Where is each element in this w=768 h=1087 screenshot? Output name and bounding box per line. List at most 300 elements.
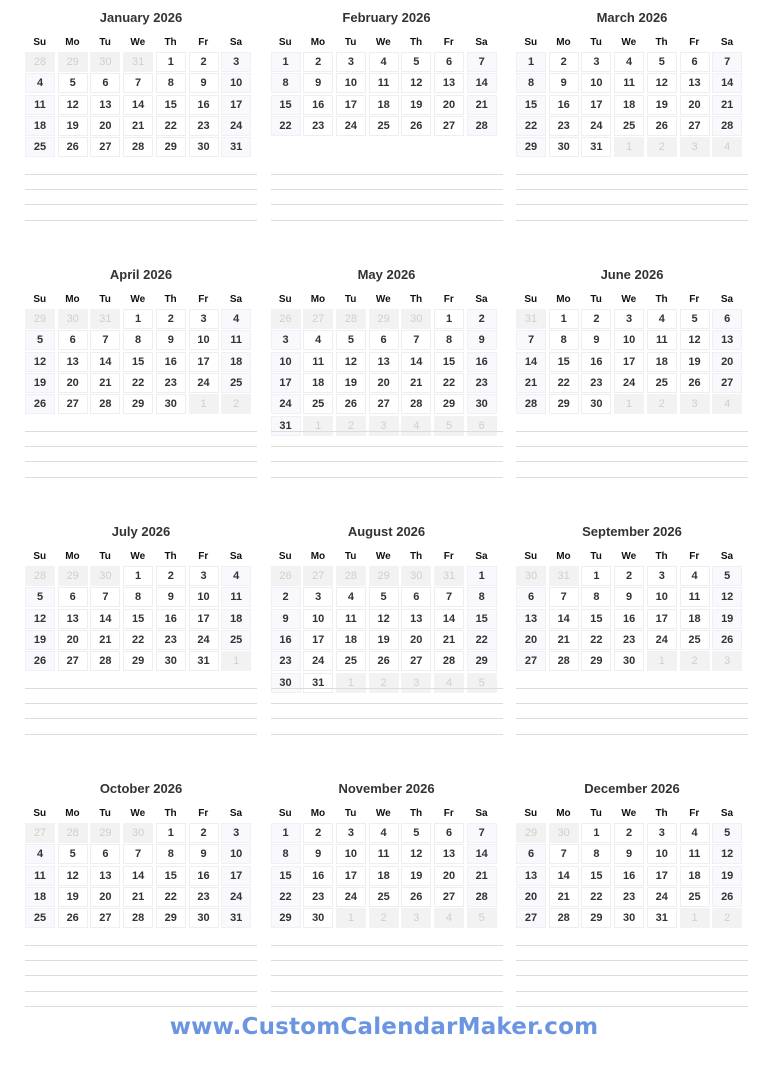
- day-cell[interactable]: 6: [58, 587, 88, 607]
- day-cell[interactable]: 19: [25, 630, 55, 650]
- day-cell[interactable]: 11: [614, 73, 644, 93]
- day-cell[interactable]: 20: [516, 630, 546, 650]
- day-cell[interactable]: 10: [221, 73, 251, 93]
- adjacent-month-day-cell[interactable]: 3: [401, 908, 431, 928]
- day-cell[interactable]: 13: [90, 95, 120, 115]
- day-cell[interactable]: 29: [549, 394, 579, 414]
- notes-line[interactable]: [271, 1006, 503, 1007]
- day-cell[interactable]: 24: [647, 887, 677, 907]
- day-cell[interactable]: 5: [712, 823, 742, 843]
- day-cell[interactable]: 26: [58, 137, 88, 157]
- day-cell[interactable]: 5: [58, 844, 88, 864]
- day-cell[interactable]: 26: [369, 651, 399, 671]
- day-cell[interactable]: 11: [303, 352, 333, 372]
- adjacent-month-day-cell[interactable]: 1: [614, 137, 644, 157]
- day-cell[interactable]: 6: [90, 73, 120, 93]
- day-cell[interactable]: 20: [712, 352, 742, 372]
- day-cell[interactable]: 27: [712, 373, 742, 393]
- notes-line[interactable]: [25, 461, 257, 462]
- day-cell[interactable]: 2: [581, 309, 611, 329]
- adjacent-month-day-cell[interactable]: 29: [369, 309, 399, 329]
- day-cell[interactable]: 28: [123, 908, 153, 928]
- day-cell[interactable]: 10: [303, 609, 333, 629]
- day-cell[interactable]: 10: [614, 330, 644, 350]
- notes-line[interactable]: [271, 220, 503, 221]
- adjacent-month-day-cell[interactable]: 5: [434, 416, 464, 436]
- day-cell[interactable]: 9: [156, 587, 186, 607]
- day-cell[interactable]: 21: [549, 630, 579, 650]
- day-cell[interactable]: 12: [712, 587, 742, 607]
- day-cell[interactable]: 29: [467, 651, 497, 671]
- adjacent-month-day-cell[interactable]: 31: [434, 566, 464, 586]
- day-cell[interactable]: 20: [90, 887, 120, 907]
- day-cell[interactable]: 28: [90, 394, 120, 414]
- day-cell[interactable]: 20: [369, 373, 399, 393]
- day-cell[interactable]: 5: [680, 309, 710, 329]
- day-cell[interactable]: 26: [401, 887, 431, 907]
- day-cell[interactable]: 1: [516, 52, 546, 72]
- day-cell[interactable]: 7: [549, 587, 579, 607]
- day-cell[interactable]: 2: [467, 309, 497, 329]
- day-cell[interactable]: 24: [189, 630, 219, 650]
- day-cell[interactable]: 30: [614, 651, 644, 671]
- day-cell[interactable]: 22: [467, 630, 497, 650]
- day-cell[interactable]: 5: [647, 52, 677, 72]
- day-cell[interactable]: 1: [271, 823, 301, 843]
- day-cell[interactable]: 18: [25, 116, 55, 136]
- day-cell[interactable]: 29: [156, 908, 186, 928]
- notes-line[interactable]: [25, 945, 257, 946]
- day-cell[interactable]: 29: [156, 137, 186, 157]
- day-cell[interactable]: 26: [712, 887, 742, 907]
- day-cell[interactable]: 6: [712, 309, 742, 329]
- notes-line[interactable]: [25, 688, 257, 689]
- day-cell[interactable]: 25: [221, 373, 251, 393]
- notes-line[interactable]: [271, 446, 503, 447]
- adjacent-month-day-cell[interactable]: 27: [303, 566, 333, 586]
- notes-line[interactable]: [516, 703, 748, 704]
- notes-line[interactable]: [271, 189, 503, 190]
- day-cell[interactable]: 27: [401, 651, 431, 671]
- adjacent-month-day-cell[interactable]: 30: [401, 566, 431, 586]
- day-cell[interactable]: 5: [336, 330, 366, 350]
- day-cell[interactable]: 23: [614, 630, 644, 650]
- day-cell[interactable]: 2: [614, 566, 644, 586]
- notes-line[interactable]: [25, 975, 257, 976]
- day-cell[interactable]: 18: [614, 95, 644, 115]
- day-cell[interactable]: 26: [58, 908, 88, 928]
- day-cell[interactable]: 17: [647, 609, 677, 629]
- day-cell[interactable]: 15: [123, 609, 153, 629]
- day-cell[interactable]: 7: [90, 587, 120, 607]
- day-cell[interactable]: 17: [221, 95, 251, 115]
- day-cell[interactable]: 29: [581, 908, 611, 928]
- day-cell[interactable]: 9: [156, 330, 186, 350]
- day-cell[interactable]: 13: [434, 844, 464, 864]
- day-cell[interactable]: 13: [680, 73, 710, 93]
- day-cell[interactable]: 3: [189, 566, 219, 586]
- day-cell[interactable]: 11: [25, 866, 55, 886]
- day-cell[interactable]: 18: [25, 887, 55, 907]
- day-cell[interactable]: 24: [271, 394, 301, 414]
- day-cell[interactable]: 9: [614, 587, 644, 607]
- adjacent-month-day-cell[interactable]: 28: [336, 566, 366, 586]
- day-cell[interactable]: 20: [680, 95, 710, 115]
- notes-line[interactable]: [25, 960, 257, 961]
- day-cell[interactable]: 21: [712, 95, 742, 115]
- day-cell[interactable]: 14: [467, 73, 497, 93]
- day-cell[interactable]: 28: [401, 394, 431, 414]
- day-cell[interactable]: 3: [336, 823, 366, 843]
- day-cell[interactable]: 14: [90, 609, 120, 629]
- day-cell[interactable]: 7: [123, 73, 153, 93]
- day-cell[interactable]: 7: [90, 330, 120, 350]
- day-cell[interactable]: 29: [123, 394, 153, 414]
- adjacent-month-day-cell[interactable]: 3: [401, 673, 431, 693]
- day-cell[interactable]: 4: [25, 844, 55, 864]
- day-cell[interactable]: 5: [401, 52, 431, 72]
- day-cell[interactable]: 4: [369, 52, 399, 72]
- adjacent-month-day-cell[interactable]: 1: [647, 651, 677, 671]
- day-cell[interactable]: 8: [156, 844, 186, 864]
- notes-line[interactable]: [271, 991, 503, 992]
- adjacent-month-day-cell[interactable]: 29: [369, 566, 399, 586]
- adjacent-month-day-cell[interactable]: 2: [369, 908, 399, 928]
- day-cell[interactable]: 27: [680, 116, 710, 136]
- day-cell[interactable]: 29: [516, 137, 546, 157]
- day-cell[interactable]: 1: [156, 52, 186, 72]
- day-cell[interactable]: 4: [25, 73, 55, 93]
- day-cell[interactable]: 9: [303, 73, 333, 93]
- day-cell[interactable]: 22: [434, 373, 464, 393]
- day-cell[interactable]: 17: [336, 95, 366, 115]
- adjacent-month-day-cell[interactable]: 2: [336, 416, 366, 436]
- notes-line[interactable]: [25, 477, 257, 478]
- day-cell[interactable]: 18: [369, 95, 399, 115]
- day-cell[interactable]: 14: [434, 609, 464, 629]
- day-cell[interactable]: 8: [516, 73, 546, 93]
- day-cell[interactable]: 28: [516, 394, 546, 414]
- day-cell[interactable]: 19: [58, 116, 88, 136]
- adjacent-month-day-cell[interactable]: 1: [189, 394, 219, 414]
- day-cell[interactable]: 9: [549, 73, 579, 93]
- day-cell[interactable]: 24: [647, 630, 677, 650]
- day-cell[interactable]: 16: [549, 95, 579, 115]
- adjacent-month-day-cell[interactable]: 29: [516, 823, 546, 843]
- adjacent-month-day-cell[interactable]: 2: [369, 673, 399, 693]
- adjacent-month-day-cell[interactable]: 29: [90, 823, 120, 843]
- day-cell[interactable]: 13: [712, 330, 742, 350]
- adjacent-month-day-cell[interactable]: 4: [712, 137, 742, 157]
- adjacent-month-day-cell[interactable]: 1: [614, 394, 644, 414]
- day-cell[interactable]: 6: [58, 330, 88, 350]
- adjacent-month-day-cell[interactable]: 2: [680, 651, 710, 671]
- day-cell[interactable]: 5: [25, 587, 55, 607]
- notes-line[interactable]: [271, 703, 503, 704]
- notes-line[interactable]: [271, 718, 503, 719]
- notes-line[interactable]: [271, 477, 503, 478]
- adjacent-month-day-cell[interactable]: 2: [647, 137, 677, 157]
- day-cell[interactable]: 1: [434, 309, 464, 329]
- day-cell[interactable]: 23: [549, 116, 579, 136]
- adjacent-month-day-cell[interactable]: 28: [336, 309, 366, 329]
- day-cell[interactable]: 17: [189, 352, 219, 372]
- day-cell[interactable]: 1: [123, 566, 153, 586]
- day-cell[interactable]: 19: [25, 373, 55, 393]
- notes-line[interactable]: [25, 446, 257, 447]
- day-cell[interactable]: 24: [189, 373, 219, 393]
- day-cell[interactable]: 7: [434, 587, 464, 607]
- day-cell[interactable]: 19: [401, 866, 431, 886]
- day-cell[interactable]: 26: [25, 394, 55, 414]
- notes-line[interactable]: [516, 734, 748, 735]
- day-cell[interactable]: 22: [123, 373, 153, 393]
- adjacent-month-day-cell[interactable]: 2: [221, 394, 251, 414]
- day-cell[interactable]: 11: [25, 95, 55, 115]
- notes-line[interactable]: [516, 461, 748, 462]
- day-cell[interactable]: 1: [581, 566, 611, 586]
- notes-line[interactable]: [516, 688, 748, 689]
- day-cell[interactable]: 25: [647, 373, 677, 393]
- adjacent-month-day-cell[interactable]: 31: [123, 52, 153, 72]
- day-cell[interactable]: 28: [467, 887, 497, 907]
- day-cell[interactable]: 19: [647, 95, 677, 115]
- day-cell[interactable]: 23: [156, 373, 186, 393]
- day-cell[interactable]: 18: [221, 352, 251, 372]
- day-cell[interactable]: 2: [614, 823, 644, 843]
- day-cell[interactable]: 27: [58, 394, 88, 414]
- day-cell[interactable]: 30: [467, 394, 497, 414]
- day-cell[interactable]: 26: [336, 394, 366, 414]
- day-cell[interactable]: 25: [221, 630, 251, 650]
- day-cell[interactable]: 4: [369, 823, 399, 843]
- day-cell[interactable]: 10: [647, 587, 677, 607]
- day-cell[interactable]: 21: [401, 373, 431, 393]
- day-cell[interactable]: 13: [434, 73, 464, 93]
- day-cell[interactable]: 12: [401, 73, 431, 93]
- day-cell[interactable]: 23: [467, 373, 497, 393]
- day-cell[interactable]: 23: [614, 887, 644, 907]
- day-cell[interactable]: 30: [549, 137, 579, 157]
- day-cell[interactable]: 22: [549, 373, 579, 393]
- day-cell[interactable]: 11: [221, 330, 251, 350]
- day-cell[interactable]: 6: [434, 823, 464, 843]
- day-cell[interactable]: 14: [123, 866, 153, 886]
- day-cell[interactable]: 9: [189, 73, 219, 93]
- day-cell[interactable]: 23: [156, 630, 186, 650]
- day-cell[interactable]: 5: [401, 823, 431, 843]
- adjacent-month-day-cell[interactable]: 4: [401, 416, 431, 436]
- day-cell[interactable]: 18: [680, 866, 710, 886]
- day-cell[interactable]: 20: [90, 116, 120, 136]
- day-cell[interactable]: 12: [58, 866, 88, 886]
- adjacent-month-day-cell[interactable]: 30: [516, 566, 546, 586]
- notes-line[interactable]: [25, 991, 257, 992]
- day-cell[interactable]: 9: [614, 844, 644, 864]
- day-cell[interactable]: 3: [581, 52, 611, 72]
- day-cell[interactable]: 8: [123, 587, 153, 607]
- adjacent-month-day-cell[interactable]: 28: [58, 823, 88, 843]
- day-cell[interactable]: 6: [369, 330, 399, 350]
- notes-line[interactable]: [25, 189, 257, 190]
- day-cell[interactable]: 15: [581, 609, 611, 629]
- day-cell[interactable]: 3: [303, 587, 333, 607]
- day-cell[interactable]: 10: [336, 73, 366, 93]
- notes-line[interactable]: [271, 945, 503, 946]
- day-cell[interactable]: 11: [369, 73, 399, 93]
- day-cell[interactable]: 7: [467, 823, 497, 843]
- adjacent-month-day-cell[interactable]: 27: [303, 309, 333, 329]
- day-cell[interactable]: 23: [581, 373, 611, 393]
- day-cell[interactable]: 1: [271, 52, 301, 72]
- day-cell[interactable]: 3: [189, 309, 219, 329]
- day-cell[interactable]: 6: [401, 587, 431, 607]
- day-cell[interactable]: 1: [467, 566, 497, 586]
- adjacent-month-day-cell[interactable]: 27: [25, 823, 55, 843]
- footer-website-link[interactable]: www.CustomCalendarMaker.com: [169, 1014, 599, 1040]
- day-cell[interactable]: 4: [680, 566, 710, 586]
- day-cell[interactable]: 1: [549, 309, 579, 329]
- day-cell[interactable]: 26: [647, 116, 677, 136]
- day-cell[interactable]: 15: [581, 866, 611, 886]
- day-cell[interactable]: 8: [271, 73, 301, 93]
- adjacent-month-day-cell[interactable]: 1: [303, 416, 333, 436]
- day-cell[interactable]: 16: [467, 352, 497, 372]
- adjacent-month-day-cell[interactable]: 5: [467, 908, 497, 928]
- day-cell[interactable]: 31: [271, 416, 301, 436]
- day-cell[interactable]: 12: [25, 352, 55, 372]
- day-cell[interactable]: 24: [303, 651, 333, 671]
- day-cell[interactable]: 10: [271, 352, 301, 372]
- day-cell[interactable]: 21: [90, 373, 120, 393]
- day-cell[interactable]: 23: [189, 116, 219, 136]
- day-cell[interactable]: 18: [336, 630, 366, 650]
- day-cell[interactable]: 10: [189, 587, 219, 607]
- day-cell[interactable]: 27: [58, 651, 88, 671]
- day-cell[interactable]: 2: [156, 309, 186, 329]
- notes-line[interactable]: [25, 734, 257, 735]
- day-cell[interactable]: 13: [58, 609, 88, 629]
- day-cell[interactable]: 11: [680, 844, 710, 864]
- day-cell[interactable]: 27: [516, 651, 546, 671]
- day-cell[interactable]: 8: [581, 587, 611, 607]
- notes-line[interactable]: [25, 174, 257, 175]
- adjacent-month-day-cell[interactable]: 1: [336, 673, 366, 693]
- day-cell[interactable]: 17: [303, 630, 333, 650]
- adjacent-month-day-cell[interactable]: 31: [549, 566, 579, 586]
- day-cell[interactable]: 7: [401, 330, 431, 350]
- day-cell[interactable]: 13: [90, 866, 120, 886]
- day-cell[interactable]: 9: [271, 609, 301, 629]
- day-cell[interactable]: 28: [549, 651, 579, 671]
- day-cell[interactable]: 2: [549, 52, 579, 72]
- day-cell[interactable]: 11: [647, 330, 677, 350]
- adjacent-month-day-cell[interactable]: 29: [25, 309, 55, 329]
- day-cell[interactable]: 14: [516, 352, 546, 372]
- day-cell[interactable]: 5: [712, 566, 742, 586]
- day-cell[interactable]: 16: [271, 630, 301, 650]
- day-cell[interactable]: 15: [271, 95, 301, 115]
- day-cell[interactable]: 25: [369, 887, 399, 907]
- day-cell[interactable]: 30: [189, 908, 219, 928]
- day-cell[interactable]: 5: [369, 587, 399, 607]
- day-cell[interactable]: 8: [434, 330, 464, 350]
- day-cell[interactable]: 25: [25, 137, 55, 157]
- day-cell[interactable]: 6: [680, 52, 710, 72]
- day-cell[interactable]: 31: [221, 137, 251, 157]
- day-cell[interactable]: 16: [156, 609, 186, 629]
- notes-line[interactable]: [516, 220, 748, 221]
- day-cell[interactable]: 16: [614, 866, 644, 886]
- notes-line[interactable]: [516, 204, 748, 205]
- day-cell[interactable]: 16: [303, 866, 333, 886]
- notes-line[interactable]: [516, 991, 748, 992]
- day-cell[interactable]: 15: [123, 352, 153, 372]
- day-cell[interactable]: 2: [303, 52, 333, 72]
- day-cell[interactable]: 18: [680, 609, 710, 629]
- day-cell[interactable]: 1: [581, 823, 611, 843]
- adjacent-month-day-cell[interactable]: 30: [123, 823, 153, 843]
- day-cell[interactable]: 27: [90, 908, 120, 928]
- day-cell[interactable]: 21: [467, 95, 497, 115]
- day-cell[interactable]: 15: [156, 866, 186, 886]
- day-cell[interactable]: 24: [336, 887, 366, 907]
- adjacent-month-day-cell[interactable]: 1: [336, 908, 366, 928]
- day-cell[interactable]: 8: [123, 330, 153, 350]
- day-cell[interactable]: 21: [90, 630, 120, 650]
- day-cell[interactable]: 11: [369, 844, 399, 864]
- day-cell[interactable]: 21: [123, 116, 153, 136]
- day-cell[interactable]: 24: [336, 116, 366, 136]
- day-cell[interactable]: 21: [467, 866, 497, 886]
- adjacent-month-day-cell[interactable]: 30: [401, 309, 431, 329]
- day-cell[interactable]: 19: [712, 609, 742, 629]
- notes-line[interactable]: [25, 220, 257, 221]
- day-cell[interactable]: 4: [221, 309, 251, 329]
- adjacent-month-day-cell[interactable]: 6: [467, 416, 497, 436]
- day-cell[interactable]: 27: [434, 116, 464, 136]
- adjacent-month-day-cell[interactable]: 2: [647, 394, 677, 414]
- day-cell[interactable]: 20: [58, 630, 88, 650]
- day-cell[interactable]: 17: [336, 866, 366, 886]
- day-cell[interactable]: 7: [516, 330, 546, 350]
- day-cell[interactable]: 31: [303, 673, 333, 693]
- day-cell[interactable]: 25: [303, 394, 333, 414]
- day-cell[interactable]: 28: [549, 908, 579, 928]
- day-cell[interactable]: 25: [369, 116, 399, 136]
- day-cell[interactable]: 12: [712, 844, 742, 864]
- day-cell[interactable]: 19: [712, 866, 742, 886]
- day-cell[interactable]: 9: [467, 330, 497, 350]
- day-cell[interactable]: 30: [614, 908, 644, 928]
- day-cell[interactable]: 21: [123, 887, 153, 907]
- day-cell[interactable]: 13: [58, 352, 88, 372]
- day-cell[interactable]: 18: [221, 609, 251, 629]
- day-cell[interactable]: 15: [156, 95, 186, 115]
- notes-line[interactable]: [516, 477, 748, 478]
- day-cell[interactable]: 2: [189, 823, 219, 843]
- day-cell[interactable]: 2: [156, 566, 186, 586]
- day-cell[interactable]: 16: [303, 95, 333, 115]
- day-cell[interactable]: 3: [336, 52, 366, 72]
- day-cell[interactable]: 22: [516, 116, 546, 136]
- day-cell[interactable]: 29: [434, 394, 464, 414]
- day-cell[interactable]: 24: [614, 373, 644, 393]
- day-cell[interactable]: 16: [581, 352, 611, 372]
- day-cell[interactable]: 11: [680, 587, 710, 607]
- day-cell[interactable]: 13: [401, 609, 431, 629]
- notes-line[interactable]: [516, 945, 748, 946]
